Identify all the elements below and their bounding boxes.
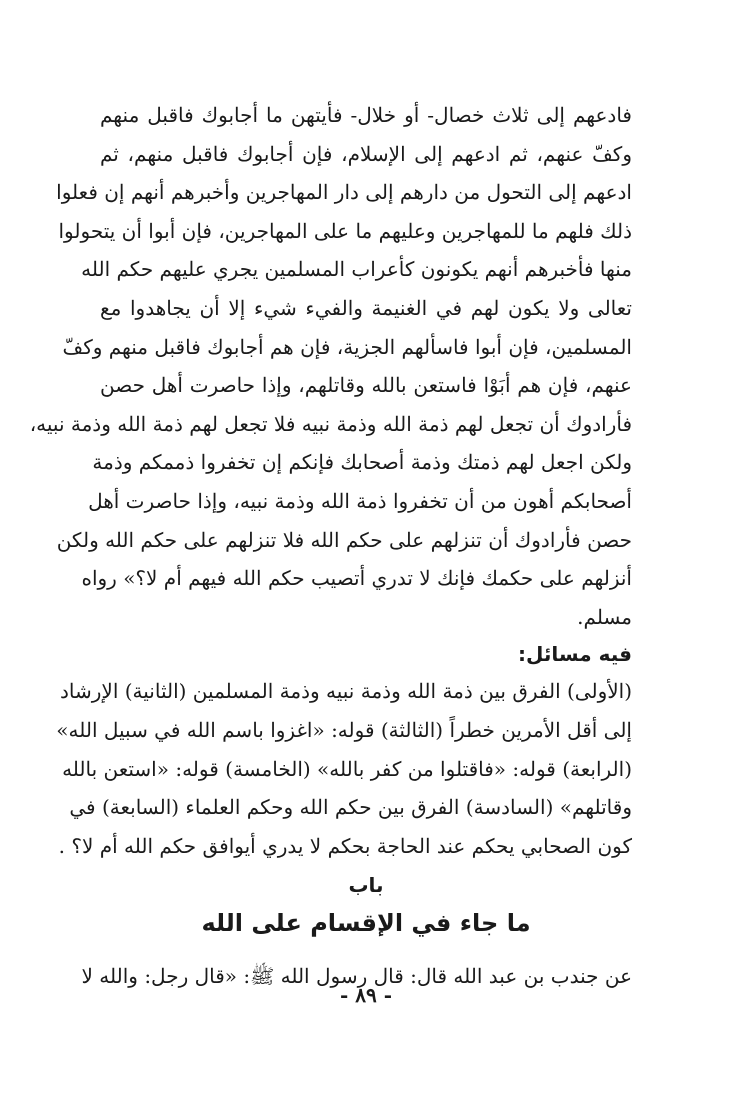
text-line: عن جندب بن عبد الله قال: قال رسول الله ﷺ: «قال رجل: والله لا bbox=[81, 964, 632, 989]
hadith-paragraph bbox=[29, 96, 632, 636]
text-line: عنهم، فإن هم أبَوْا فاستعن بالله وقاتلهم، وإذا حاصرت أهل حصن bbox=[100, 373, 632, 398]
text-line: (الأولى) الفرق بين ذمة الله وذمة نبيه وذمة المسلمين (الثانية) الإرشاد bbox=[60, 679, 632, 704]
text-line: (الرابعة) قوله: «فاقتلوا من كفر بالله» (الخامسة) قوله: «استعن بالله bbox=[62, 756, 632, 781]
text-line: المسلمين، فإن أبوا فاسألهم الجزية، فإن هم أجابوك فاقبل منهم وكفّ bbox=[62, 334, 632, 359]
text-line: أصحابكم أهون من أن تخفروا ذمة الله وذمة نبيه، وإذا حاصرت أهل bbox=[88, 488, 632, 513]
text-line: وكفّ عنهم، ثم ادعهم إلى الإسلام، فإن أجابوك فاقبل منهم، ثم bbox=[100, 141, 632, 166]
text-line: كون الصحابي يحكم عند الحاجة بحكم لا يدري أيوافق حكم الله أم لا؟ . bbox=[58, 833, 632, 858]
chapter-title: ما جاء في الإقسام على الله bbox=[201, 909, 531, 938]
text-line: فأرادوك أن تجعل لهم ذمة الله وذمة نبيه فلا تجعل لهم ذمة الله وذمة نبيه، bbox=[29, 411, 632, 436]
text-line: إلى أقل الأمرين خطراً (الثالثة) قوله: «اغزوا باسم الله في سبيل الله» bbox=[56, 717, 632, 742]
text-line: ذلك فلهم ما للمهاجرين وعليهم ما على المهاجرين، فإن أبوا أن يتحولوا bbox=[58, 218, 632, 243]
issues-paragraph bbox=[56, 672, 632, 865]
text-line: فادعهم إلى ثلاث خصال- أو خلال- فأيتهن ما أجابوك فاقبل منهم bbox=[100, 103, 632, 127]
text-line: مسلم. bbox=[577, 604, 632, 629]
text-line: ولكن اجعل لهم ذمتك وذمة أصحابك فإنكم إن تخفروا ذممكم وذمة bbox=[92, 450, 632, 475]
text-line: وقاتلهم» (السادسة) الفرق بين حكم الله وحكم العلماء (السابعة) في bbox=[69, 795, 632, 820]
page-number: - ٨٩ - bbox=[339, 983, 392, 1007]
text-line: منها فأخبرهم أنهم يكونون كأعراب المسلمين يجري عليهم حكم الله bbox=[81, 257, 632, 282]
text-line: ادعهم إلى التحول من دارهم إلى دار المهاجرين وأخبرهم أنهم إن فعلوا bbox=[56, 180, 632, 205]
text-line: تعالى ولا يكون لهم في الغنيمة والفيء شيء إلا أن يجاهدوا مع bbox=[100, 295, 632, 320]
issues-heading: فيه مسائل: bbox=[518, 642, 632, 667]
text-line: أنزلهم على حكمك فإنك لا تدري أتصيب حكم الله فيهم أم لا؟» رواه bbox=[81, 566, 632, 591]
text-line: حصن فأرادوك أن تنزلهم على حكم الله فلا تنزلهم على حكم الله ولكن bbox=[56, 527, 632, 552]
chapter-label: باب bbox=[348, 873, 384, 898]
